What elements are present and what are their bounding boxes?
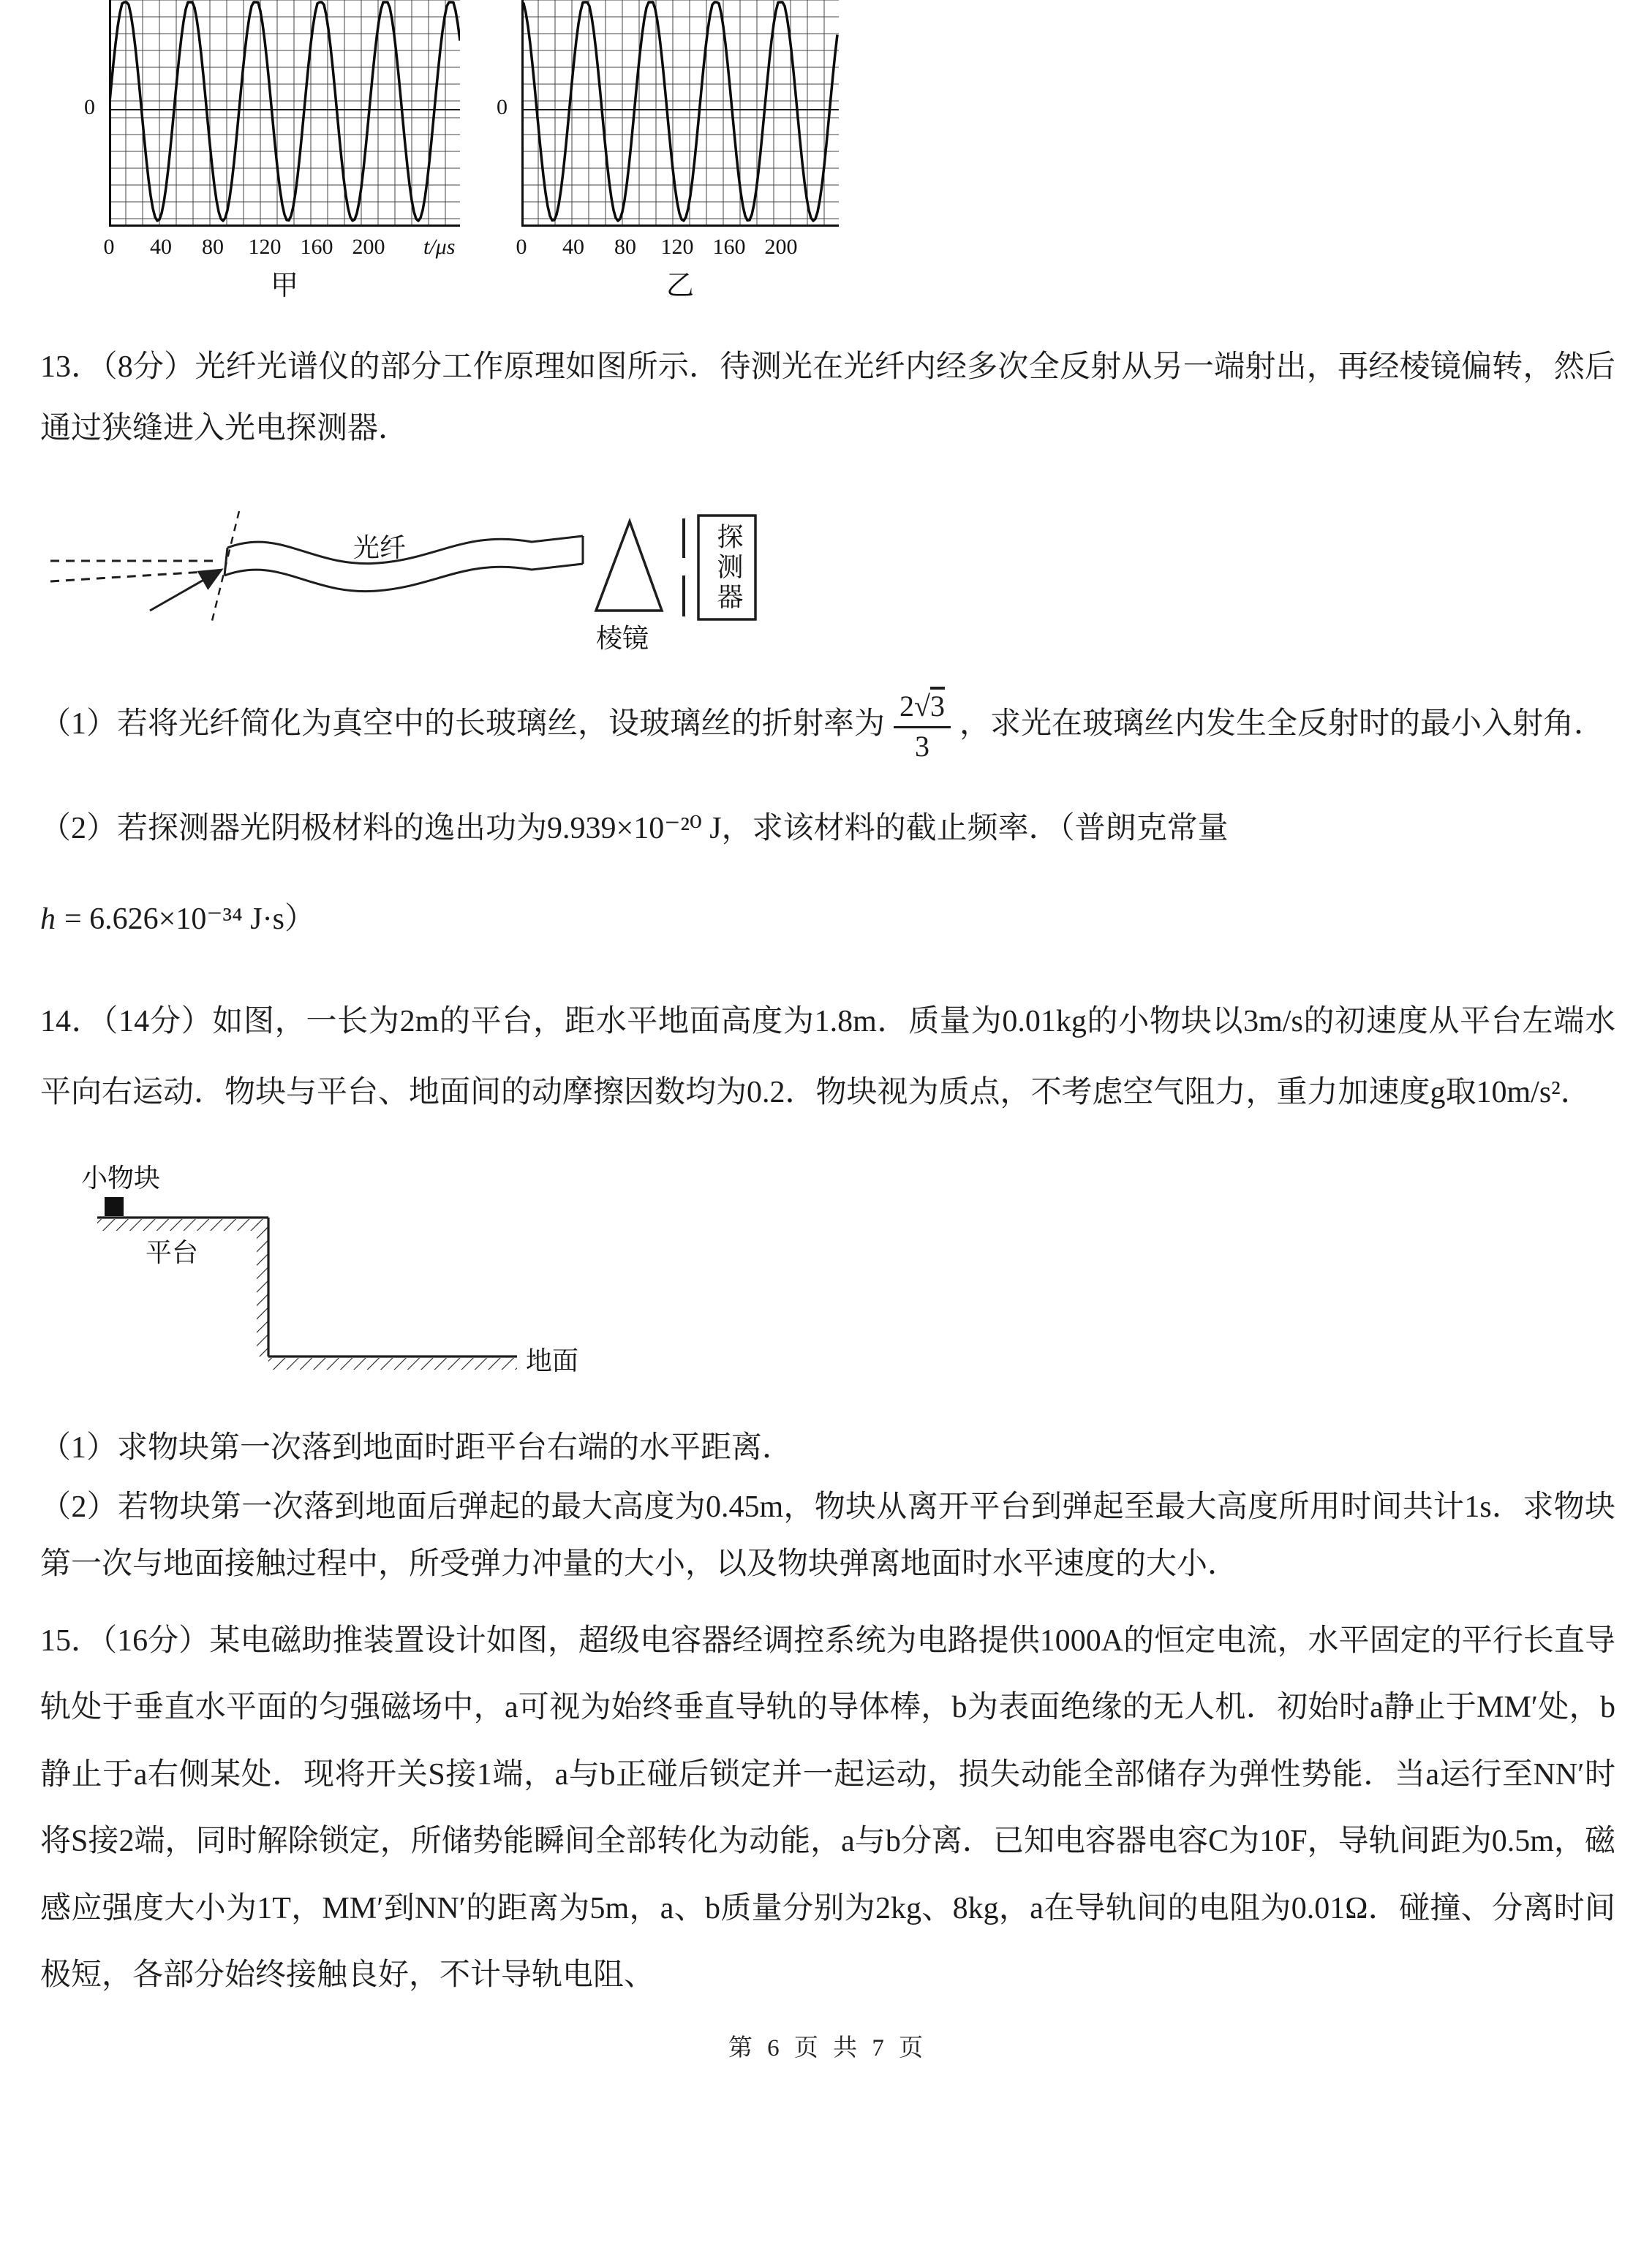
waveform-plot-area-yi — [495, 0, 839, 263]
q13-part2-line2 — [40, 891, 1615, 949]
q13-intro-text: 13．（8分）光纤光谱仪的部分工作原理如图所示．待测光在光纤内经多次全反射从另一端射出，再经棱镜偏转，然后通过狭缝进入光电探测器． — [40, 350, 1615, 445]
x-tick: 200 — [764, 235, 798, 259]
fiber-entrance-face — [225, 548, 227, 576]
y-axis-zero-label: 0 — [84, 95, 95, 119]
x-tick: 80 — [202, 235, 224, 259]
x-tick: 160 — [712, 235, 746, 259]
waveform-trace — [109, 2, 460, 221]
q15-text: 15．（16分）某电磁助推装置设计如图，超级电容器经调控系统为电路提供1000A的恒定电流，水平固定的平行长直导轨处于垂直水平面的匀强磁场中，a可视为始终垂直导轨的导体棒，b为表面绝缘的无人机．初始时a静止于MM′处，b静止于a右侧某处．现将开关S接1端，a与b正碰后锁定并一起运动，损失动能全部储存为弹性势能．当a运行至NN′时将S接2端，同时解除锁定，所储势能瞬间全部转化为动能，a与b分离．已知电容器电容C为10F，导轨间距为0.5m，磁感应强度大小为1T，MM′到NN′的距离为5m，a、b质量分别为2kg、8kg，a在导轨间的电阻为0.01Ω．碰撞、分离时间极短，各部分始终接触良好，不计导轨电阻、 — [40, 1623, 1615, 1993]
figure-caption-jia: 甲 — [270, 271, 298, 301]
q14-part2-text: （2）若物块第一次落到地面后弹起的最大高度为0.45m，物块从离开平台到弹起至最大高度所用时间共计1s．求物块第一次与地面接触过程中，所受弹力冲量的大小，以及物块弹离地面时水平速度的大小． — [40, 1490, 1615, 1582]
q13-part1 — [40, 689, 1615, 763]
frac-num-coeff: 2√ — [899, 689, 930, 722]
x-tick: 40 — [562, 235, 584, 259]
x-axis-ticks-yi — [516, 230, 839, 263]
fiber-label: 光纤 — [353, 533, 407, 562]
q13-part2-line1: （2）若探测器光阴极材料的逸出功为9.939×10⁻²⁰ J，求该材料的截止频率．（普朗克常量 — [40, 811, 1229, 845]
prism-triangle — [596, 521, 662, 611]
fraction-2root3-over-3 — [894, 690, 951, 763]
waveform-trace — [521, 2, 837, 221]
q14-figure — [69, 1156, 633, 1408]
waveform-figure-yi — [495, 0, 839, 303]
platform-label: 平台 — [146, 1237, 199, 1267]
frac-numerator — [894, 690, 951, 728]
q14-part1-text: （1）求物块第一次落到地面时距平台右端的水平距离． — [40, 1430, 793, 1465]
waveform-plot-yi — [521, 0, 839, 227]
edge-hatching — [257, 1223, 268, 1357]
prism-label: 棱镜 — [596, 624, 649, 653]
ground-label: 地面 — [526, 1346, 579, 1376]
page-footer: 第 6 页 共 7 页 — [728, 2034, 928, 2061]
figure-caption-yi: 乙 — [665, 271, 694, 301]
grid-lines — [109, 0, 460, 227]
block-square — [105, 1197, 124, 1216]
q13-part1-before: （1）若将光纤简化为真空中的长玻璃丝，设玻璃丝的折射率为 — [40, 707, 886, 741]
frac-radicand: 3 — [929, 689, 945, 722]
x-tick: 200 — [352, 235, 385, 259]
waveform-plot-area-jia — [83, 0, 460, 263]
x-tick: 40 — [150, 235, 172, 259]
frac-denominator: 3 — [914, 729, 929, 763]
light-ray-arrow — [150, 570, 222, 611]
y-axis-zero-label: 0 — [497, 95, 508, 119]
x-axis-ticks-jia — [103, 230, 460, 263]
waveform-figures-row — [83, 0, 1615, 303]
waveform-figure-jia — [83, 0, 460, 303]
x-tick: 120 — [248, 235, 282, 259]
q13-figure — [40, 499, 779, 671]
planck-variable: h — [40, 902, 56, 936]
fiber-bottom-edge — [225, 564, 583, 592]
incident-ray-dashed-2 — [50, 571, 216, 581]
q14-intro-text: 14．（14分）如图，一长为2m的平台，距水平地面高度为1.8m．质量为0.01kg的小物块以3m/s的初速度从平台左端水平向右运动．物块与平台、地面间的动摩擦因数均为0.2．物块视为质点，不考虑空气阻力，重力加速度g取10m/s²． — [40, 1005, 1615, 1110]
x-tick: 0 — [516, 235, 527, 259]
q13-part1-after: ，求光在玻璃丝内发生全反射时的最小入射角． — [959, 707, 1604, 741]
ground-hatching — [268, 1358, 517, 1370]
x-tick: 120 — [660, 235, 694, 259]
optical-fiber-diagram — [40, 499, 779, 671]
platform-hatching — [97, 1219, 268, 1231]
waveform-plot-jia — [109, 0, 460, 227]
detector-label: 探测器 — [714, 523, 743, 613]
x-tick: 0 — [103, 235, 115, 259]
x-tick: 80 — [614, 235, 636, 259]
planck-value: = 6.626×10⁻³⁴ J·s） — [64, 902, 315, 936]
x-axis-unit: t/μs — [423, 235, 456, 259]
block-label: 小物块 — [81, 1163, 161, 1193]
x-tick: 160 — [300, 235, 333, 259]
